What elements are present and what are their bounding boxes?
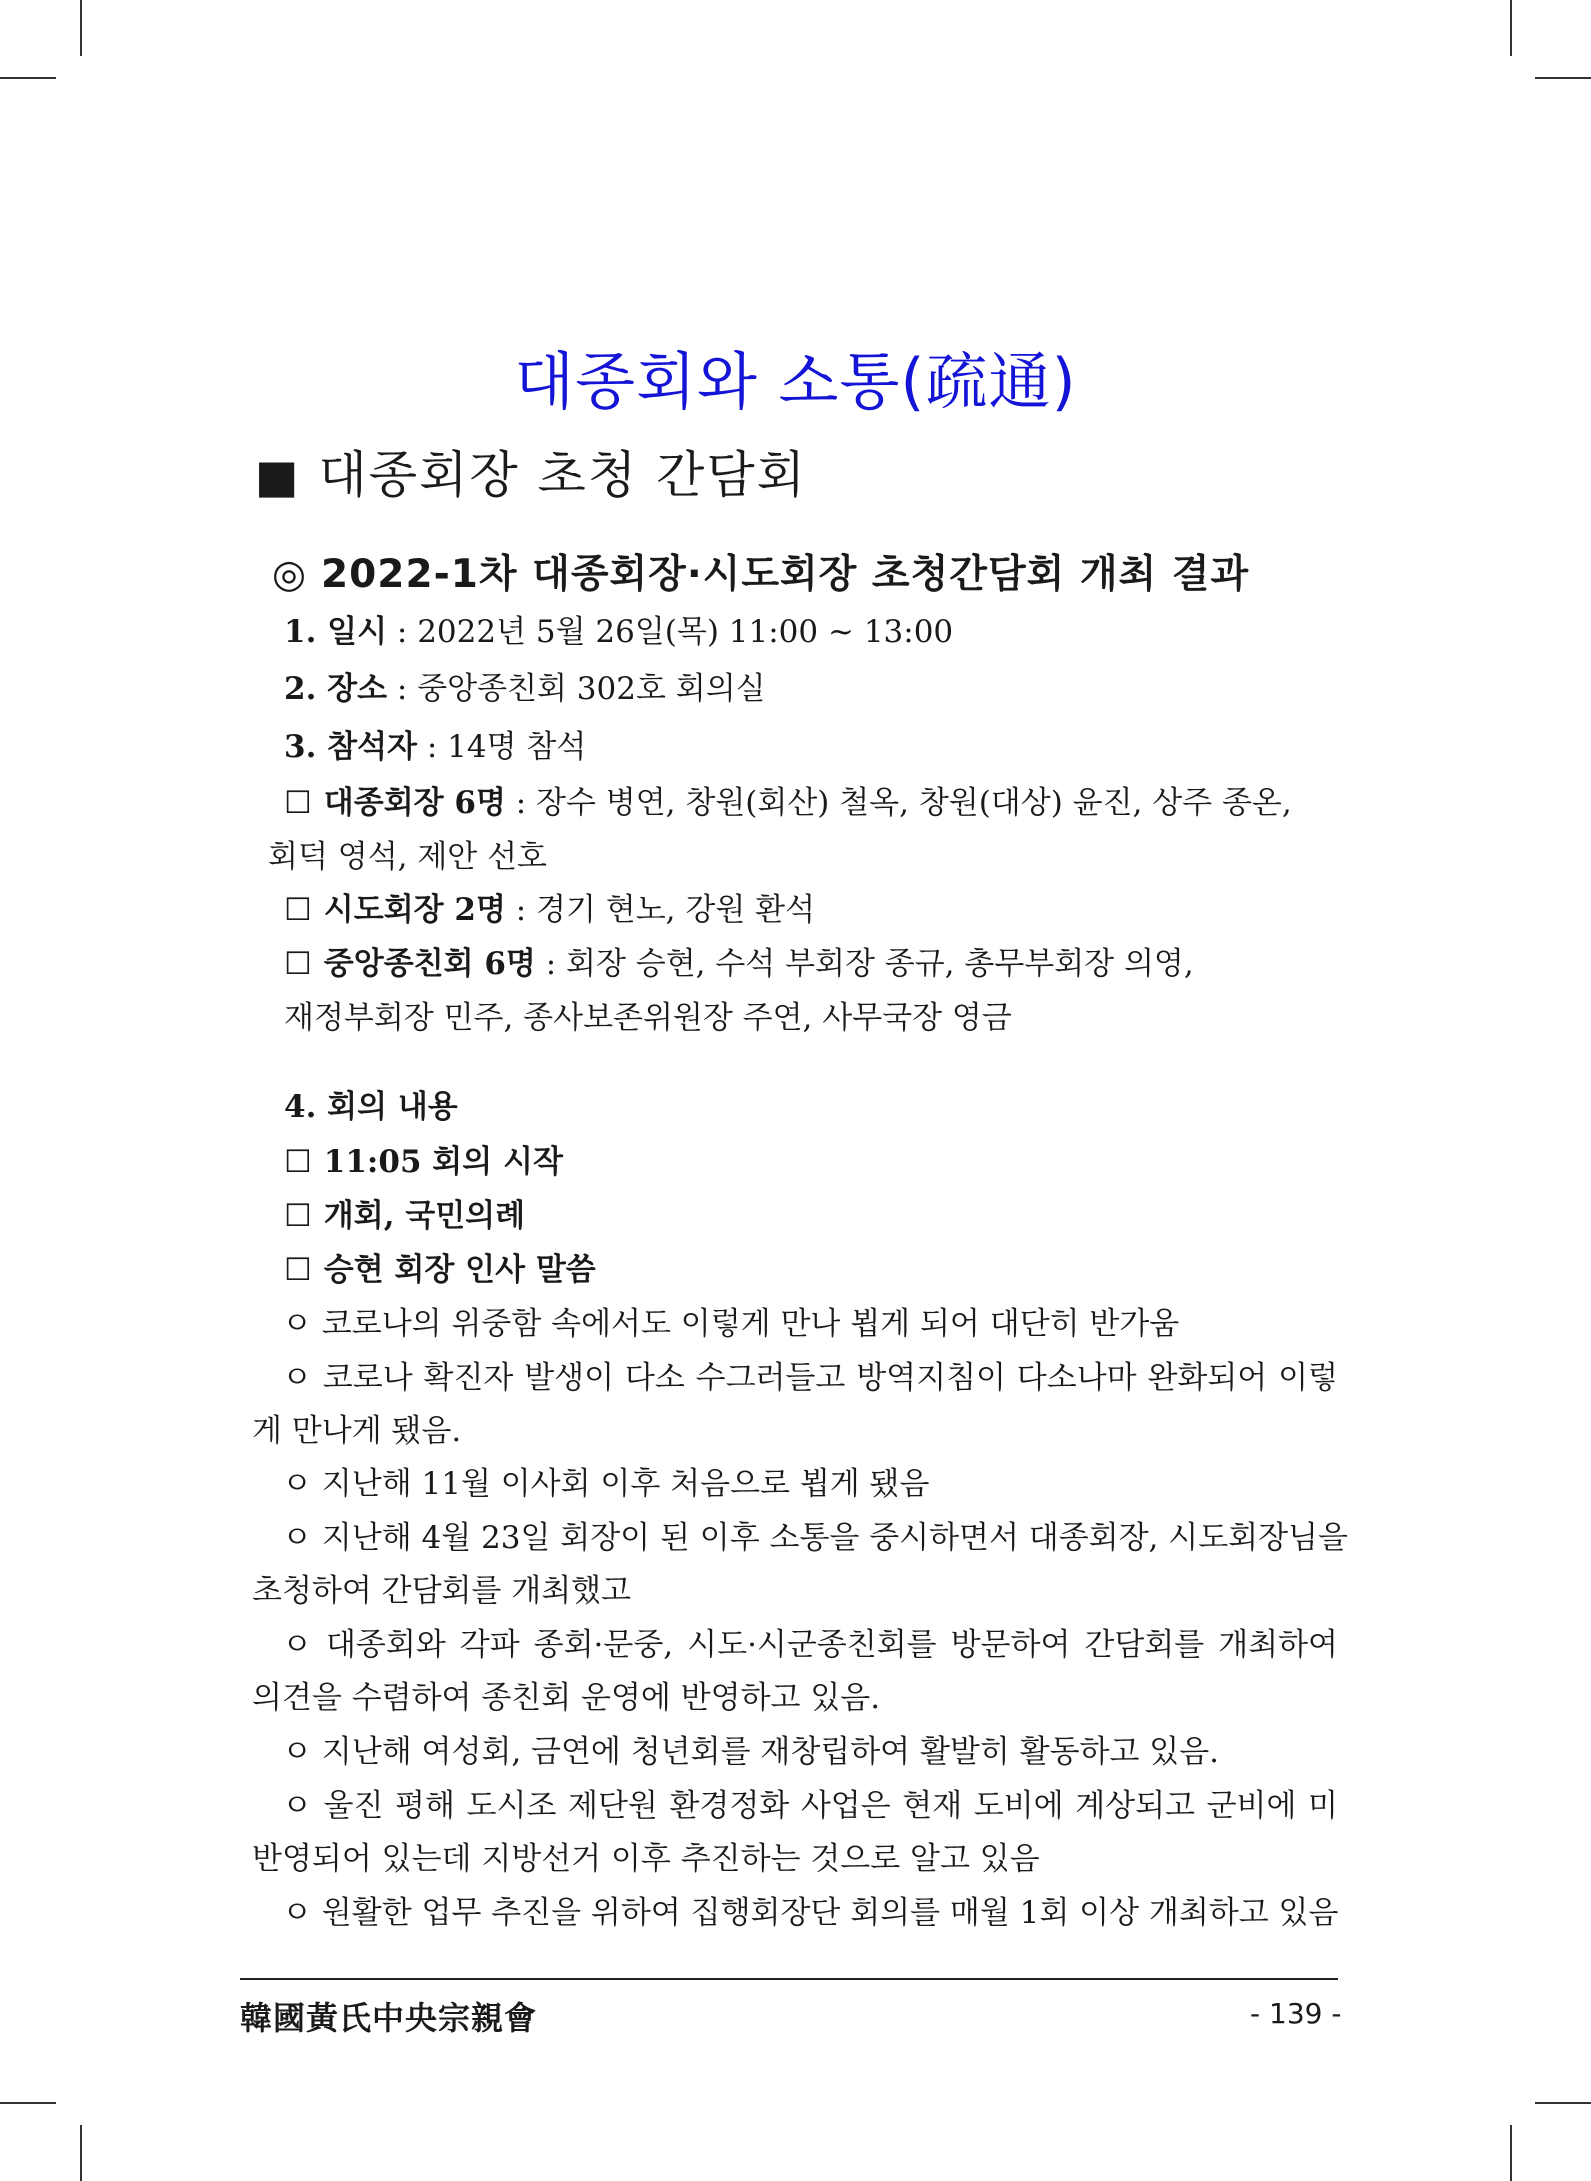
info-date-label: 1. 일시	[284, 614, 388, 650]
remark-line: 의견을 수렴하여 종친회 운영에 반영하고 있음.	[252, 1680, 881, 1716]
remark-line: 반영되어 있는데 지방선거 이후 추진하는 것으로 알고 있음	[252, 1841, 1040, 1877]
checkbox-icon: ☐	[284, 1252, 312, 1288]
crop-mark	[80, 0, 82, 56]
crop-mark	[1510, 0, 1512, 56]
info-place	[284, 669, 766, 709]
group-central-cont: 재정부회장 민주, 종사보존위원장 주연, 사무국장 영금	[284, 1000, 1012, 1036]
crop-mark	[1510, 2125, 1512, 2181]
subheading	[272, 543, 1249, 599]
crop-mark	[0, 2102, 56, 2104]
info-place-value: : 중앙종친회 302호 회의실	[387, 671, 766, 707]
group-sido-label: 시도회장 2명	[323, 892, 506, 928]
meeting-opening	[284, 1196, 525, 1236]
remark-line: ㅇ 지난해 여성회, 금연에 청년회를 재창립하여 활발히 활동하고 있음.	[282, 1734, 1220, 1770]
remark-line: 게 만나게 됐음.	[252, 1413, 462, 1449]
page-title: 대종회와 소통(疏通)	[514, 344, 1077, 418]
info-date	[284, 612, 953, 652]
group-central	[284, 944, 1194, 984]
group-sido-members: : 경기 현노, 강원 환석	[505, 892, 816, 928]
remark-line: ㅇ 대종회와 각파 종회·문중, 시도·시군종친회를 방문하여 간담회를 개최하여	[282, 1627, 1338, 1663]
info-attendees-label: 3. 참석자	[284, 729, 417, 765]
checkbox-icon: ☐	[284, 946, 312, 982]
section-heading-text: 대종회장 초청 간담회	[318, 446, 807, 504]
checkbox-icon: ☐	[284, 1198, 312, 1234]
checkbox-icon: ☐	[284, 892, 312, 928]
section-heading	[255, 435, 807, 507]
group-daejong	[284, 783, 1292, 823]
group-daejong-label: 대종회장 6명	[323, 785, 506, 821]
group-central-label: 중앙종친회 6명	[323, 946, 536, 982]
remark-line: ㅇ 지난해 4월 23일 회장이 된 이후 소통을 중시하면서 대종회장, 시도회장님을	[282, 1520, 1348, 1556]
crop-mark	[80, 2125, 82, 2181]
remark-line: ㅇ 코로나의 위중함 속에서도 이렇게 만나 뵙게 되어 대단히 반가움	[282, 1306, 1180, 1342]
meeting-heading: 4. 회의 내용	[284, 1089, 458, 1125]
square-bullet-icon: ■	[255, 449, 301, 503]
group-central-members: : 회장 승현, 수석 부회장 종규, 총무부회장 의영,	[535, 946, 1194, 982]
group-sido	[284, 890, 815, 930]
checkbox-icon: ☐	[284, 1144, 312, 1180]
remark-line: ㅇ 원활한 업무 추진을 위하여 집행회장단 회의를 매월 1회 이상 개최하고 있음	[282, 1895, 1339, 1931]
double-circle-icon: ◎	[272, 552, 308, 597]
subheading-text: 2022-1차 대종회장·시도회장 초청간담회 개최 결과	[321, 552, 1250, 597]
checkbox-icon: ☐	[284, 785, 312, 821]
group-daejong-cont: 회덕 영석, 제안 선호	[268, 839, 547, 875]
remark-line: ㅇ 지난해 11월 이사회 이후 처음으로 뵙게 됐음	[282, 1466, 930, 1502]
crop-mark	[1535, 2102, 1591, 2104]
meeting-greeting	[284, 1250, 596, 1290]
meeting-greeting-text: 승현 회장 인사 말씀	[323, 1252, 596, 1288]
info-date-value: : 2022년 5월 26일(목) 11:00 ~ 13:00	[387, 614, 954, 650]
footer-organization: 韓國黃氏中央宗親會	[240, 1999, 538, 2037]
group-daejong-members: : 장수 병연, 창원(회산) 철옥, 창원(대상) 윤진, 상주 종온,	[505, 785, 1292, 821]
remark-line: ㅇ 울진 평해 도시조 제단원 환경정화 사업은 현재 도비에 계상되고 군비에 미	[282, 1788, 1338, 1824]
remark-line: 초청하여 간담회를 개최했고	[252, 1573, 632, 1609]
meeting-start	[284, 1142, 563, 1182]
crop-mark	[0, 77, 56, 79]
info-place-label: 2. 장소	[284, 671, 388, 707]
page-number: - 139 -	[1250, 1997, 1342, 2030]
crop-mark	[1535, 77, 1591, 79]
meeting-opening-text: 개회, 국민의례	[323, 1198, 526, 1234]
remark-line: ㅇ 코로나 확진자 발생이 다소 수그러들고 방역지침이 다소나마 완화되어 이렇	[282, 1360, 1338, 1396]
meeting-start-text: 11:05 회의 시작	[323, 1144, 563, 1180]
info-attendees	[284, 727, 586, 767]
info-attendees-value: : 14명 참석	[417, 729, 587, 765]
footer-rule	[240, 1978, 1338, 1980]
